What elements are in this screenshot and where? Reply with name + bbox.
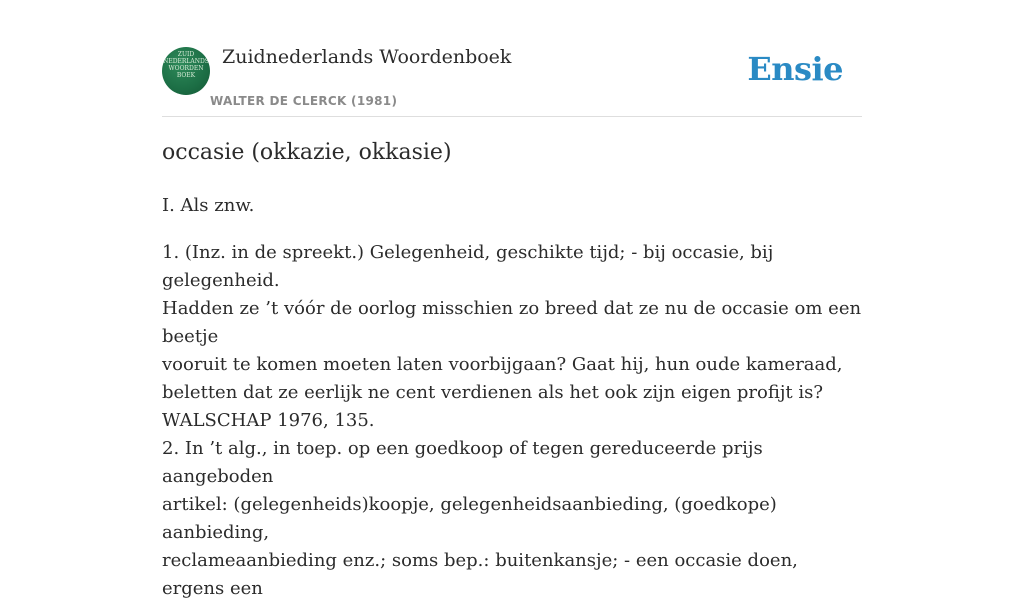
entry-title: occasie (okkazie, okkasie)	[162, 140, 452, 165]
header	[162, 0, 862, 117]
logo-line: WOORDEN	[168, 65, 204, 72]
entry-sense-1: 1. (Inz. in de spreekt.) Gelegenheid, geschikte tijd; - bij occasie, bij gelegenheid.	[162, 242, 774, 291]
logo-text	[162, 51, 210, 79]
entry-quotation: Hadden ze ’t vóór de oorlog misschien zo breed dat ze nu de occasie om een beetje vooruit te komen moeten laten voorbijgaan? Gaat hij, hun oude kameraad, beletten dat ze eerlijk ne cent verdienen als het ook zijn eigen profijt is? WALSCHAP 1976, 135.	[162, 298, 862, 431]
logo-line: NEDERLANDS	[163, 58, 209, 65]
dictionary-title[interactable]: Zuidnederlands Woordenboek	[222, 46, 512, 68]
dictionary-logo[interactable]	[162, 47, 210, 95]
logo-line: BOEK	[176, 72, 196, 79]
ensie-logo-link[interactable]: Ensie	[747, 50, 843, 88]
page	[162, 0, 862, 599]
dictionary-author: WALTER DE CLERCK (1981)	[210, 94, 398, 108]
entry-section-label: I. Als znw.	[162, 195, 255, 216]
entry-sense-2: 2. In ’t alg., in toep. op een goedkoop of tegen gereduceerde prijs aangeboden artikel: (gelegenheids)koopje, gelegenheidsaanbieding, (goedkope) aanbieding, reclameaanbieding enz.; soms bep.: buitenkansje; - een occasie doen, ergens een	[162, 438, 798, 599]
logo-line: ZUID	[177, 51, 195, 58]
